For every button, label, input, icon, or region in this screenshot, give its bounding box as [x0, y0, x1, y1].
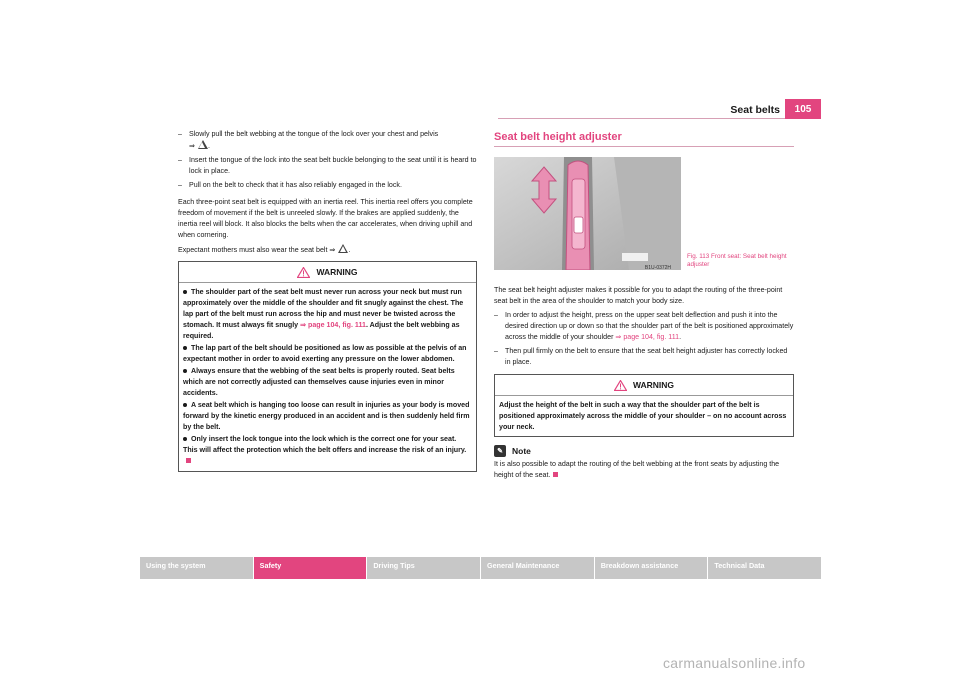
section-title: Seat belt height adjuster	[494, 131, 622, 143]
instruction-step: – In order to adjust the height, press on the upper seat belt deflection and push it into the desired direction up or down so that the shoulder part of the belt is positioned approximately across the middle of your shoulder ⇒ page 104, fig. 111.	[494, 310, 794, 343]
warning-bullet: Only insert the lock tongue into the lock which is the correct one for your seat. This will affect the protection which the belt offers and increase the risk of an injury.	[183, 434, 471, 467]
warning-bullet: The lap part of the belt should be positioned as low as possible at the pelvis of an expectant mother in order to avoid exerting any pressure on the lower abdomen.	[183, 344, 467, 363]
section-rule	[494, 146, 794, 147]
warning-bullet: Always ensure that the webbing of the seat belts is properly routed. Seat belts which are not correctly adjusted can themselves cause injuries even in minor accidents.	[183, 367, 455, 397]
tab-general-maintenance[interactable]: General Maintenance	[481, 557, 594, 579]
warning-bullet: A seat belt which is hanging too loose can result in injuries as your body is moved forward by the kinetic energy produced in an accident and is then suddenly held firm by the belt.	[183, 401, 470, 431]
instruction-step: – Slowly pull the belt webbing at the tongue of the lock over your chest and pelvis ⇒ .	[178, 129, 477, 152]
instruction-step: – Then pull firmly on the belt to ensure that the seat belt height adjuster has correctly locked in place.	[494, 346, 794, 368]
bullet-icon	[183, 346, 187, 350]
page-link[interactable]: ⇒ page 104, fig. 111	[300, 321, 366, 329]
warning-triangle-icon	[614, 380, 627, 391]
tab-breakdown-assistance[interactable]: Breakdown assistance	[595, 557, 708, 579]
page-link[interactable]: ⇒ page 104, fig. 111	[615, 333, 680, 341]
warning-heading: WARNING	[495, 378, 793, 396]
bullet-icon	[183, 369, 187, 373]
tab-driving-tips[interactable]: Driving Tips	[367, 557, 480, 579]
note-heading: ✎ Note	[494, 445, 794, 457]
tab-technical-data[interactable]: Technical Data	[708, 557, 821, 579]
warning-triangle-icon	[297, 267, 310, 278]
tab-using-the-system[interactable]: Using the system	[140, 557, 253, 579]
page-header-title: Seat belts	[730, 104, 780, 116]
warning-icon[interactable]	[338, 244, 348, 253]
warning-heading: WARNING	[179, 265, 476, 283]
section-end-marker	[553, 472, 558, 477]
warning-bullet: The shoulder part of the seat belt must never run across your neck but must run approximately over the middle of the shoulder and fit snugly against the chest. The lap part of the belt must run across the hip and must never be twisted across the stomach. It must always fit snugly ⇒ page 104, fig. 111. Adjust the belt webbing as required.	[183, 288, 464, 340]
page-number: 105	[785, 99, 821, 119]
note-text: It is also possible to adapt the routing of the belt webbing at the front seats by adjusting the height of the seat.	[494, 460, 780, 479]
figure-code: B1U-0372H	[644, 265, 672, 270]
figure-seat-belt-adjuster	[494, 157, 681, 270]
paragraph: The seat belt height adjuster makes it possible for you to adapt the routing of the three-point seat belt in the area of the shoulder to match your body size.	[494, 286, 783, 305]
footer-nav	[140, 557, 821, 579]
warning-text: Adjust the height of the belt in such a way that the shoulder part of the belt is positioned approximately across the middle of your shoulder – on no account across your neck.	[499, 401, 787, 431]
warning-icon[interactable]	[198, 140, 208, 149]
warning-box	[494, 374, 794, 437]
bullet-icon	[183, 403, 187, 407]
watermark: carmanualsonline.info	[663, 655, 806, 671]
tab-safety[interactable]: Safety	[254, 557, 367, 579]
right-column-body	[494, 285, 794, 481]
warning-box	[178, 261, 477, 472]
bullet-icon	[183, 437, 187, 441]
seat-belt-illustration	[494, 157, 681, 270]
section-end-marker	[186, 458, 191, 463]
left-column	[178, 129, 477, 472]
instruction-step: – Insert the tongue of the lock into the seat belt buckle belonging to the seat until it is heard to lock in place.	[178, 155, 477, 177]
bullet-icon	[183, 290, 187, 294]
note-icon: ✎	[494, 445, 506, 457]
figure-caption: Fig. 113 Front seat: Seat belt height adjuster	[687, 253, 787, 268]
header-rule	[498, 118, 785, 119]
instruction-step: – Pull on the belt to check that it has also reliably engaged in the lock.	[178, 180, 477, 191]
paragraph: Each three-point seat belt is equipped with an inertia reel. This inertia reel offers you complete freedom of movement if the belt is unreeled slowly. If the brakes are applied suddenly, the inertia reel will block. It also blocks the belts when the car accelerates, when driving uphill and when cornering.	[178, 198, 473, 239]
paragraph: Expectant mothers must also wear the seat belt ⇒ .	[178, 246, 351, 254]
